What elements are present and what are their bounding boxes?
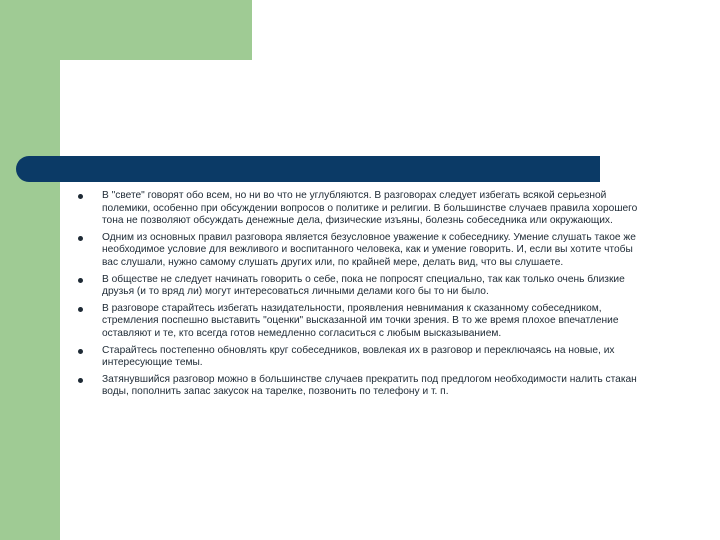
bullet-item [78,232,650,270]
bullet-item [78,274,650,299]
bullet-text: Затянувшийся разговор можно в большинстве случаев прекратить под предлогом необходимости налить стакан воды, пополнить запас закусок на тарелке, позвонить по телефону и т. п. [102,373,637,398]
title-bar [16,156,600,182]
bullet-text: В обществе не следует начинать говорить о себе, пока не попросят специально, так как только очень близкие друзья (и то вряд ли) могут интересоваться личными делами кого бы то ни было. [102,273,625,298]
bullet-dot-icon [78,194,83,199]
bullet-text: В "свете" говорят обо всем, но ни во что не углубляются. В разговорах следует избегать всякой серьезной полемики, особенно при обсуждении вопросов о политике и религии. В большинстве случаев правила хорошего тона не позволяют обсуждать денежные дела, физические изъяны, болезнь собеседника или окружающих. [102,190,638,227]
bullet-item [78,190,650,228]
bullet-item [78,374,650,399]
top-green-block [60,0,252,60]
bullet-dot-icon [78,278,83,283]
bullet-dot-icon [78,307,83,312]
bullet-text: В разговоре старайтесь избегать назидательности, проявления невнимания к сказанному собеседником, стремления поспешно выставить "оценки" высказанной им точки зрения. В то же время плохое впечатление оставляют и те, кто всегда готов немедленно согласиться с любым высказыванием. [102,302,619,339]
bullet-text: Старайтесь постепенно обновлять круг собеседников, вовлекая их в разговор и переключаясь на новые, их интересующие темы. [102,344,615,369]
rounded-corner-decoration [60,60,120,120]
bullet-list [78,190,650,399]
left-green-band [0,0,60,540]
bullet-dot-icon [78,378,83,383]
bullet-item [78,303,650,341]
bullet-item [78,345,650,370]
bullet-dot-icon [78,349,83,354]
bullet-text: Одним из основных правил разговора является безусловное уважение к собеседнику. Умение слушать такое же необходимое условие для вежливого и воспитанного человека, как и умение говорить. И, если вы хотите чтобы вас слушали, нужно самому слушать других или, по крайней мере, делать вид, что вы слушаете. [102,231,636,268]
bullet-dot-icon [78,236,83,241]
slide-content [78,190,650,403]
